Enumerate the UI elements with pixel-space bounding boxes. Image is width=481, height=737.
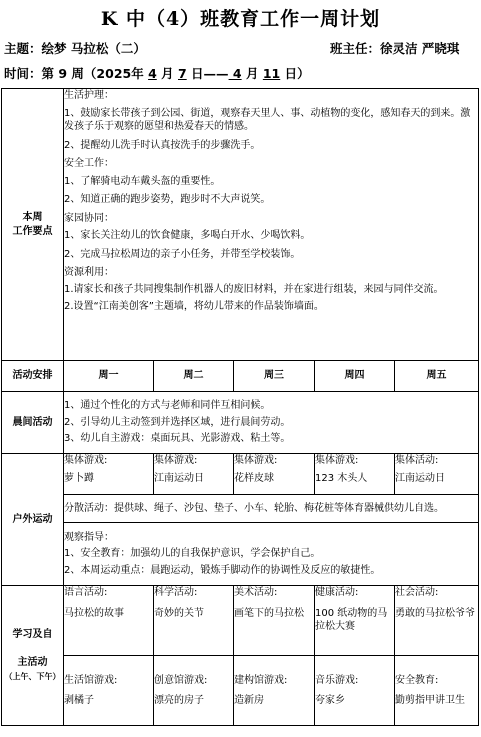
day-mon: 周一 <box>64 361 154 392</box>
learn2-cell-tue <box>154 656 234 726</box>
learning-label-2: 主活动 <box>17 656 48 668</box>
learn1-name-mon: 马拉松的故事 <box>64 607 124 619</box>
outdoor-guide <box>64 523 479 586</box>
outdoor-cell-thu <box>315 454 395 495</box>
learn2-name-fri: 勤剪指甲讲卫生 <box>395 695 465 706</box>
learn1-type-tue: 科学活动: <box>154 587 198 598</box>
learn2-type-fri: 安全教育: <box>395 674 439 686</box>
theme-line <box>4 39 146 57</box>
learning-label-1: 学习及自 <box>12 629 53 641</box>
learning-label-3: （上午、下午） <box>4 672 61 682</box>
outdoor-type-fri: 集体活动: <box>395 455 439 466</box>
focus-label-2: 工作要点 <box>12 225 53 237</box>
learn2-type-mon: 生活馆游戏: <box>64 674 118 686</box>
outdoor-cell-fri <box>395 454 479 495</box>
date-end: 日） <box>280 66 310 81</box>
outdoor-name-tue: 江南运动日 <box>154 472 204 484</box>
learn1-cell-mon <box>64 586 154 656</box>
theme-label: 主题： <box>4 41 42 56</box>
learn2-type-tue: 创意馆游戏: <box>154 674 208 686</box>
focus-content <box>64 89 479 361</box>
learn2-cell-wed <box>234 656 315 726</box>
page-title: K 中（4）班教育工作一周计划 <box>100 8 381 30</box>
month-sep-2: 月 <box>241 66 263 81</box>
learn1-name-tue: 奇妙的关节 <box>154 607 204 619</box>
outdoor-zone: 分散活动：提供球、绳子、沙包、垫子、小车、轮胎、梅花桩等体育器械供幼儿自选。 <box>64 495 479 523</box>
life-item-1: 1、鼓励家长带孩子到公园、街道，观察春天里人、事、动植物的变化，感知春天的到来。激发孩子乐于观察的愿望和热爱春天的情感。 <box>64 107 471 132</box>
outdoor-name-fri: 江南运动日 <box>395 472 445 484</box>
outdoor-type-thu: 集体游戏: <box>315 455 359 466</box>
month-sep-1: 月 <box>156 66 178 81</box>
resource-item-1: 1.请家长和孩子共同搜集制作机器人的废旧材料，并在家进行组装，来园与同伴交流。 <box>64 283 444 295</box>
resource-item-2: 2.设置“江南美创客”主题墙，将幼儿带来的作品装饰墙面。 <box>64 301 324 312</box>
learn2-type-wed: 建构馆游戏: <box>234 674 288 686</box>
outdoor-name-thu: 123 木头人 <box>315 472 368 484</box>
learn1-name-fri: 勇敢的马拉松爷爷 <box>395 607 475 619</box>
end-month: 4 <box>228 66 242 81</box>
safety-item-1: 1、了解骑电动车戴头盔的重要性。 <box>64 175 221 187</box>
morning-item-2: 2、引导幼儿主动签到并选择区域，进行晨间劳动。 <box>64 416 291 428</box>
outdoor-type-mon: 集体游戏: <box>64 455 108 466</box>
morning-content <box>64 392 479 454</box>
outdoor-cell-tue <box>154 454 234 495</box>
learn2-name-tue: 漂亮的房子 <box>154 695 204 706</box>
teacher-line <box>330 39 459 57</box>
home-item-2: 2、完成马拉松周边的亲子小任务，并带至学校装饰。 <box>64 248 301 260</box>
guide-item-1: 1、安全教育：加强幼儿的自我保护意识，学会保护自己。 <box>64 548 321 560</box>
teacher-value: 徐灵洁 严晓琪 <box>380 41 460 56</box>
week-suffix: 周（2025年 <box>67 66 149 81</box>
outdoor-cell-mon <box>64 454 154 495</box>
date-separator: 日—— <box>186 66 229 81</box>
life-heading: 生活护理： <box>64 90 114 101</box>
learn1-cell-wed <box>234 586 315 656</box>
learn1-name-thu: 100 纸动物的马拉松大赛 <box>315 607 388 632</box>
learn2-type-thu: 音乐游戏: <box>315 674 359 686</box>
guide-item-2: 2、本周运动重点：晨跑运动，锻炼手脚动作的协调性及反应的敏捷性。 <box>64 564 381 576</box>
learn1-type-fri: 社会活动: <box>395 587 439 598</box>
learn1-type-wed: 美术活动: <box>234 587 278 598</box>
end-day: 11 <box>262 66 281 81</box>
resource-heading: 资源利用： <box>64 267 114 278</box>
outdoor-cell-wed <box>234 454 315 495</box>
start-month: 4 <box>148 66 157 81</box>
guide-heading: 观察指导： <box>64 531 114 543</box>
learn2-name-mon: 剥橘子 <box>64 695 94 706</box>
learn1-type-mon: 语言活动: <box>64 587 108 598</box>
focus-label-1: 本周 <box>22 212 43 223</box>
home-item-1: 1、家长关注幼儿的饮食健康，多喝白开水、少喝饮料。 <box>64 230 311 241</box>
day-tue: 周二 <box>154 361 234 392</box>
learn1-type-thu: 健康活动: <box>315 587 359 598</box>
learn1-cell-thu <box>315 586 395 656</box>
learn1-name-wed: 画笔下的马拉松 <box>234 607 304 619</box>
learn1-cell-fri <box>395 586 479 656</box>
day-thu: 周四 <box>315 361 395 392</box>
safety-heading: 安全工作： <box>64 158 114 169</box>
start-day: 7 <box>178 66 187 81</box>
teacher-label: 班主任： <box>330 41 381 56</box>
schedule-label: 活动安排 <box>2 361 64 392</box>
learn2-cell-mon <box>64 656 154 726</box>
focus-label-cell <box>2 89 64 361</box>
learn2-cell-thu <box>315 656 395 726</box>
plan-table <box>1 88 479 726</box>
week-prefix: 第 <box>41 66 59 81</box>
learn2-cell-fri <box>395 656 479 726</box>
morning-item-1: 1、通过个性化的方式与老师和同伴互相问候。 <box>64 400 271 412</box>
outdoor-name-mon: 萝卜蹲 <box>64 472 94 484</box>
week-number: 9 <box>58 66 68 81</box>
outdoor-name-wed: 花样皮球 <box>234 472 274 484</box>
outdoor-type-tue: 集体游戏: <box>154 455 198 466</box>
learn2-name-wed: 造新房 <box>234 695 264 706</box>
outdoor-type-wed: 集体游戏: <box>234 455 278 466</box>
life-item-2: 2、提醒幼儿洗手时认真按洗手的步骤洗手。 <box>64 139 261 151</box>
day-fri: 周五 <box>395 361 479 392</box>
time-label: 时间： <box>4 66 42 81</box>
safety-item-2: 2、知道正确的跑步姿势，跑步时不大声说笑。 <box>64 194 271 205</box>
learn2-name-thu: 夸家乡 <box>315 695 345 706</box>
theme-value: 绘梦 马拉松（二） <box>41 41 146 56</box>
time-line <box>4 64 310 82</box>
morning-label: 晨间活动 <box>2 392 64 454</box>
home-heading: 家园协同： <box>64 212 114 224</box>
learn1-cell-tue <box>154 586 234 656</box>
learning-label <box>2 586 64 726</box>
outdoor-label: 户外运动 <box>2 454 64 586</box>
day-wed: 周三 <box>234 361 315 392</box>
morning-item-3: 3、幼儿自主游戏：桌面玩具、光影游戏、粘土等。 <box>64 433 291 445</box>
